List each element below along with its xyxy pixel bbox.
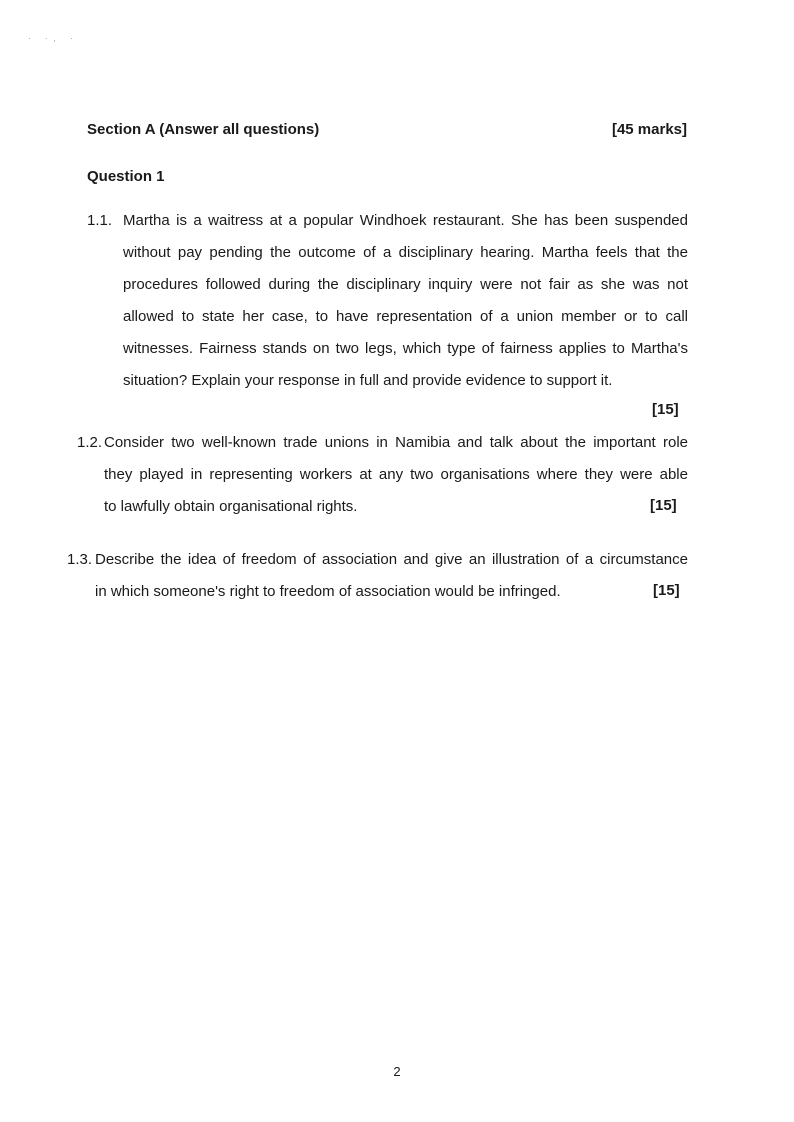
question-text <box>104 427 688 523</box>
question-line: Consider two well-known trade unions in Namibia and talk about the important role <box>104 434 688 451</box>
question-line: to lawfully obtain organisational rights. <box>104 498 358 515</box>
question-text <box>123 205 688 397</box>
question-marks: [15] <box>652 401 679 418</box>
question-number: 1.1. <box>87 212 113 229</box>
question-1-2 <box>77 427 688 523</box>
question-line: they played in representing workers at any two organisations where they were able <box>104 466 688 483</box>
scan-specks: · ·, · <box>28 34 79 43</box>
question-1-1 <box>87 205 688 397</box>
question-title: Question 1 <box>87 168 165 185</box>
question-number: 1.2. <box>77 434 103 451</box>
question-line: procedures followed during the disciplinary inquiry were not fair as she was not <box>123 276 688 293</box>
question-marks: [15] <box>653 582 680 599</box>
question-text <box>95 544 688 608</box>
section-header <box>87 121 687 138</box>
question-line: allowed to state her case, to have representation of a union member or to call <box>123 308 688 325</box>
question-number: 1.3. <box>67 551 93 568</box>
question-line: witnesses. Fairness stands on two legs, which type of fairness applies to Martha's <box>123 340 688 357</box>
question-line: Describe the idea of freedom of association and give an illustration of a circumstance <box>95 551 688 568</box>
question-line: without pay pending the outcome of a disciplinary hearing. Martha feels that the <box>123 244 688 261</box>
question-1-3 <box>67 544 688 608</box>
question-marks: [15] <box>650 497 677 514</box>
question-line: in which someone's right to freedom of association would be infringed. <box>95 583 561 600</box>
page-number: 2 <box>393 1064 401 1079</box>
section-marks: [45 marks] <box>611 121 687 138</box>
section-title: Section A (Answer all questions) <box>87 121 320 138</box>
question-line: Martha is a waitress at a popular Windhoek restaurant. She has been suspended <box>123 212 688 229</box>
question-line: situation? Explain your response in full and provide evidence to support it. <box>123 372 613 389</box>
